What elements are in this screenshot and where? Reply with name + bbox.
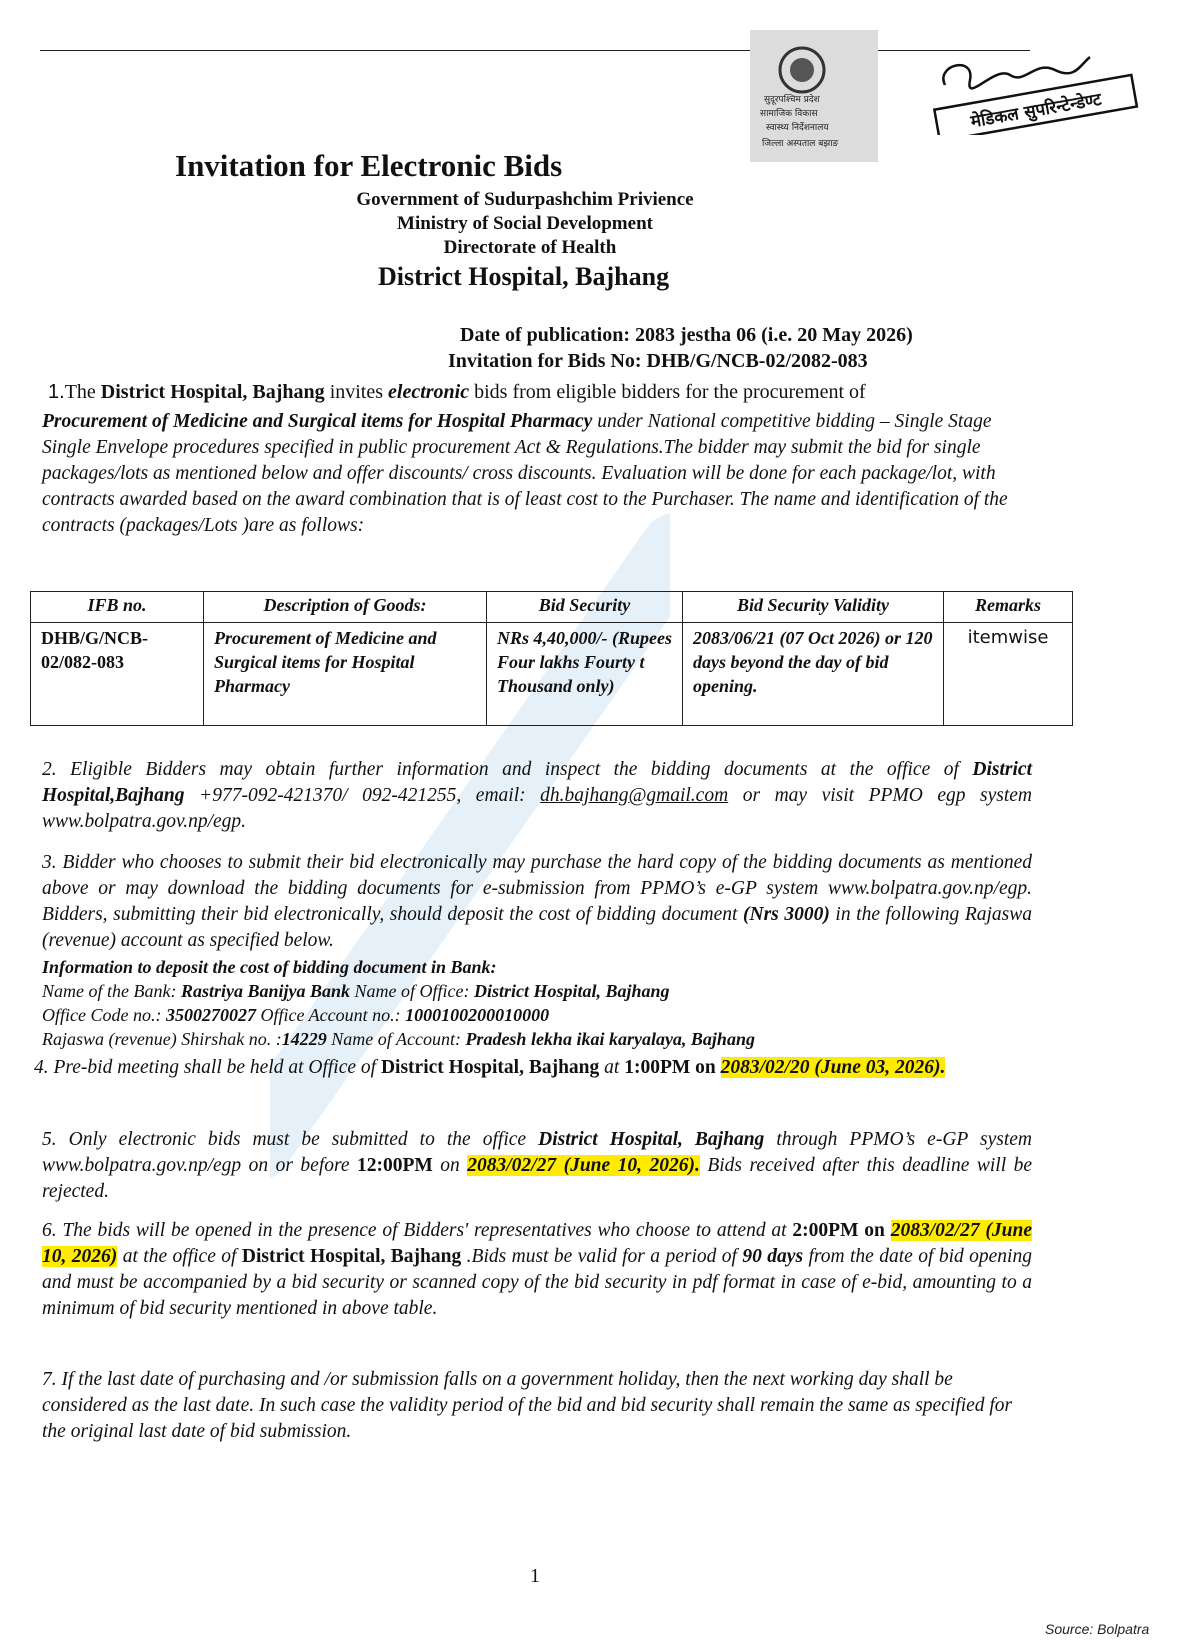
description-cell: Procurement of Medicine and Surgical items for Hospital Pharmacy (204, 623, 487, 726)
svg-text:मेडिकल सुपरिन्टेन्डेण्ट: मेडिकल सुपरिन्टेन्डेण्ट (969, 89, 1103, 133)
paragraph-1-lead: 1.The District Hospital, Bajhang invites electronic bids from eligible bidders for the procurement of (48, 381, 866, 403)
publication-date: Date of publication: 2083 jestha 06 (i.e. 20 May 2026) (460, 324, 913, 346)
hospital-name: District Hospital, Bajhang (378, 262, 670, 291)
column-header: Description of Goods: (204, 592, 487, 623)
deposit-info (42, 955, 1032, 1051)
top-rule (40, 50, 1030, 51)
paragraph-3: 3. Bidder who chooses to submit their bid electronically may purchase the hard copy of the bidding documents as mentioned above or may download the bidding documents for e-submission from PPMO’s e-GP system www.bolpatra.gov.np/egp. Bidders, submitting their bid electronically, should deposit the cost of bidding document (Nrs 3000) in the following Rajaswa (revenue) account as specified below. (42, 852, 1032, 951)
ifb-table (30, 591, 1073, 726)
signature-stamp (915, 45, 1145, 135)
account-line: Office Code no.: 3500270027 Office Account no.: 1000100200010000 (42, 1005, 550, 1025)
column-header: Remarks (944, 592, 1073, 623)
remarks-cell: itemwise (944, 623, 1073, 726)
paragraph-6: 6. The bids will be opened in the presence of Bidders' representatives who choose to attend at 2:00PM on 2083/02/27 (June 10, 2026) at the office of District Hospital, Bajhang .Bids must be valid for a period of 90 days from the date of bid opening and must be accompanied by a bid security or scanned copy of the bid security in pdf format in case of e-bid, amounting to a minimum of bid security mentioned in above table. (42, 1220, 1032, 1319)
paragraph-4: 4. Pre-bid meeting shall be held at Office of District Hospital, Bajhang at 1:00PM on 2083/02/20 (June 03, 2026). (34, 1057, 946, 1078)
svg-text:सुदूरपश्चिम प्रदेश: सुदूरपश्चिम प्रदेश (764, 95, 820, 105)
validity-cell: 2083/06/21 (07 Oct 2026) or 120 days beyond the day of bid opening. (683, 623, 944, 726)
bank-line: Name of the Bank: Rastriya Banijya Bank Name of Office: District Hospital, Bajhang (42, 981, 670, 1001)
revenue-line: Rajaswa (revenue) Shirshak no. :14229 Name of Account: Pradesh lekha ikai karyalaya, Bajhang (42, 1029, 755, 1049)
column-header: IFB no. (31, 592, 204, 623)
svg-text:स्वास्थ्य निर्देशनालय: स्वास्थ्य निर्देशनालय (766, 123, 829, 133)
svg-text:जिल्ला अस्पताल बझाङ: जिल्ला अस्पताल बझाङ (762, 139, 839, 149)
table-row (31, 623, 1073, 726)
deposit-heading: Information to deposit the cost of bidding document in Bank: (42, 957, 497, 977)
ministry-line: Ministry of Social Development (397, 213, 653, 234)
highlighted-date: 2083/02/20 (June 03, 2026). (720, 1057, 946, 1078)
svg-text:सामाजिक विकास: सामाजिक विकास (760, 109, 818, 119)
bid-security-cell: NRs 4,40,000/- (Rupees Four lakhs Fourty t Thousand only) (487, 623, 683, 726)
paragraph-1-body: Procurement of Medicine and Surgical items for Hospital Pharmacy under National competitive bidding – Single Stage Single Envelope procedures specified in public procurement Act & Regulations.The bidder may submit the bid for single packages/lots as mentioned below and offer discounts/ cross discounts. Evaluation will be done for each package/lot, with contracts awarded based on the award combination that is of least cost to the Purchaser. The name and identification of the contracts (packages/Lots )are as follows: (42, 411, 1008, 536)
government-line: Government of Sudurpashchim Privience (356, 189, 694, 210)
highlighted-date: 2083/02/27 (June 10, 2026) (42, 1220, 1032, 1267)
column-header: Bid Security Validity (683, 592, 944, 623)
highlighted-date: 2083/02/27 (June 10, 2026). (467, 1155, 700, 1176)
ifb-number: Invitation for Bids No: DHB/G/NCB-02/2082-083 (448, 350, 868, 372)
office-seal (750, 30, 878, 162)
email-link[interactable]: dh.bajhang@gmail.com (540, 785, 729, 806)
page-number: 1 (530, 1565, 540, 1587)
document-title: Invitation for Electronic Bids (175, 148, 563, 183)
paragraph-5: 5. Only electronic bids must be submitted to the office District Hospital, Bajhang through PPMO’s e-GP system www.bolpatra.gov.np/egp on or before 12:00PM on 2083/02/27 (June 10, 2026). Bids received after this deadline will be rejected. (42, 1129, 1033, 1202)
paragraph-7: 7. If the last date of purchasing and /or submission falls on a government holiday, then the next working day shall be considered as the last date. In such case the validity period of the bid and bid security shall remain the same as specified for the original last date of bid submission. (42, 1369, 1013, 1442)
directorate-line: Directorate of Health (443, 237, 617, 258)
source-credit: Source: Bolpatra (1045, 1621, 1150, 1637)
ifb-no-cell: DHB/G/NCB-02/082-083 (31, 623, 204, 726)
table-header-row (31, 592, 1073, 623)
paragraph-2: 2. Eligible Bidders may obtain further information and inspect the bidding documents at the office of District Hospital,Bajhang +977-092-421370/ 092-421255, email: dh.bajhang@gmail.com or may visit PPMO egp system www.bolpatra.gov.np/egp. (42, 759, 1033, 832)
column-header: Bid Security (487, 592, 683, 623)
